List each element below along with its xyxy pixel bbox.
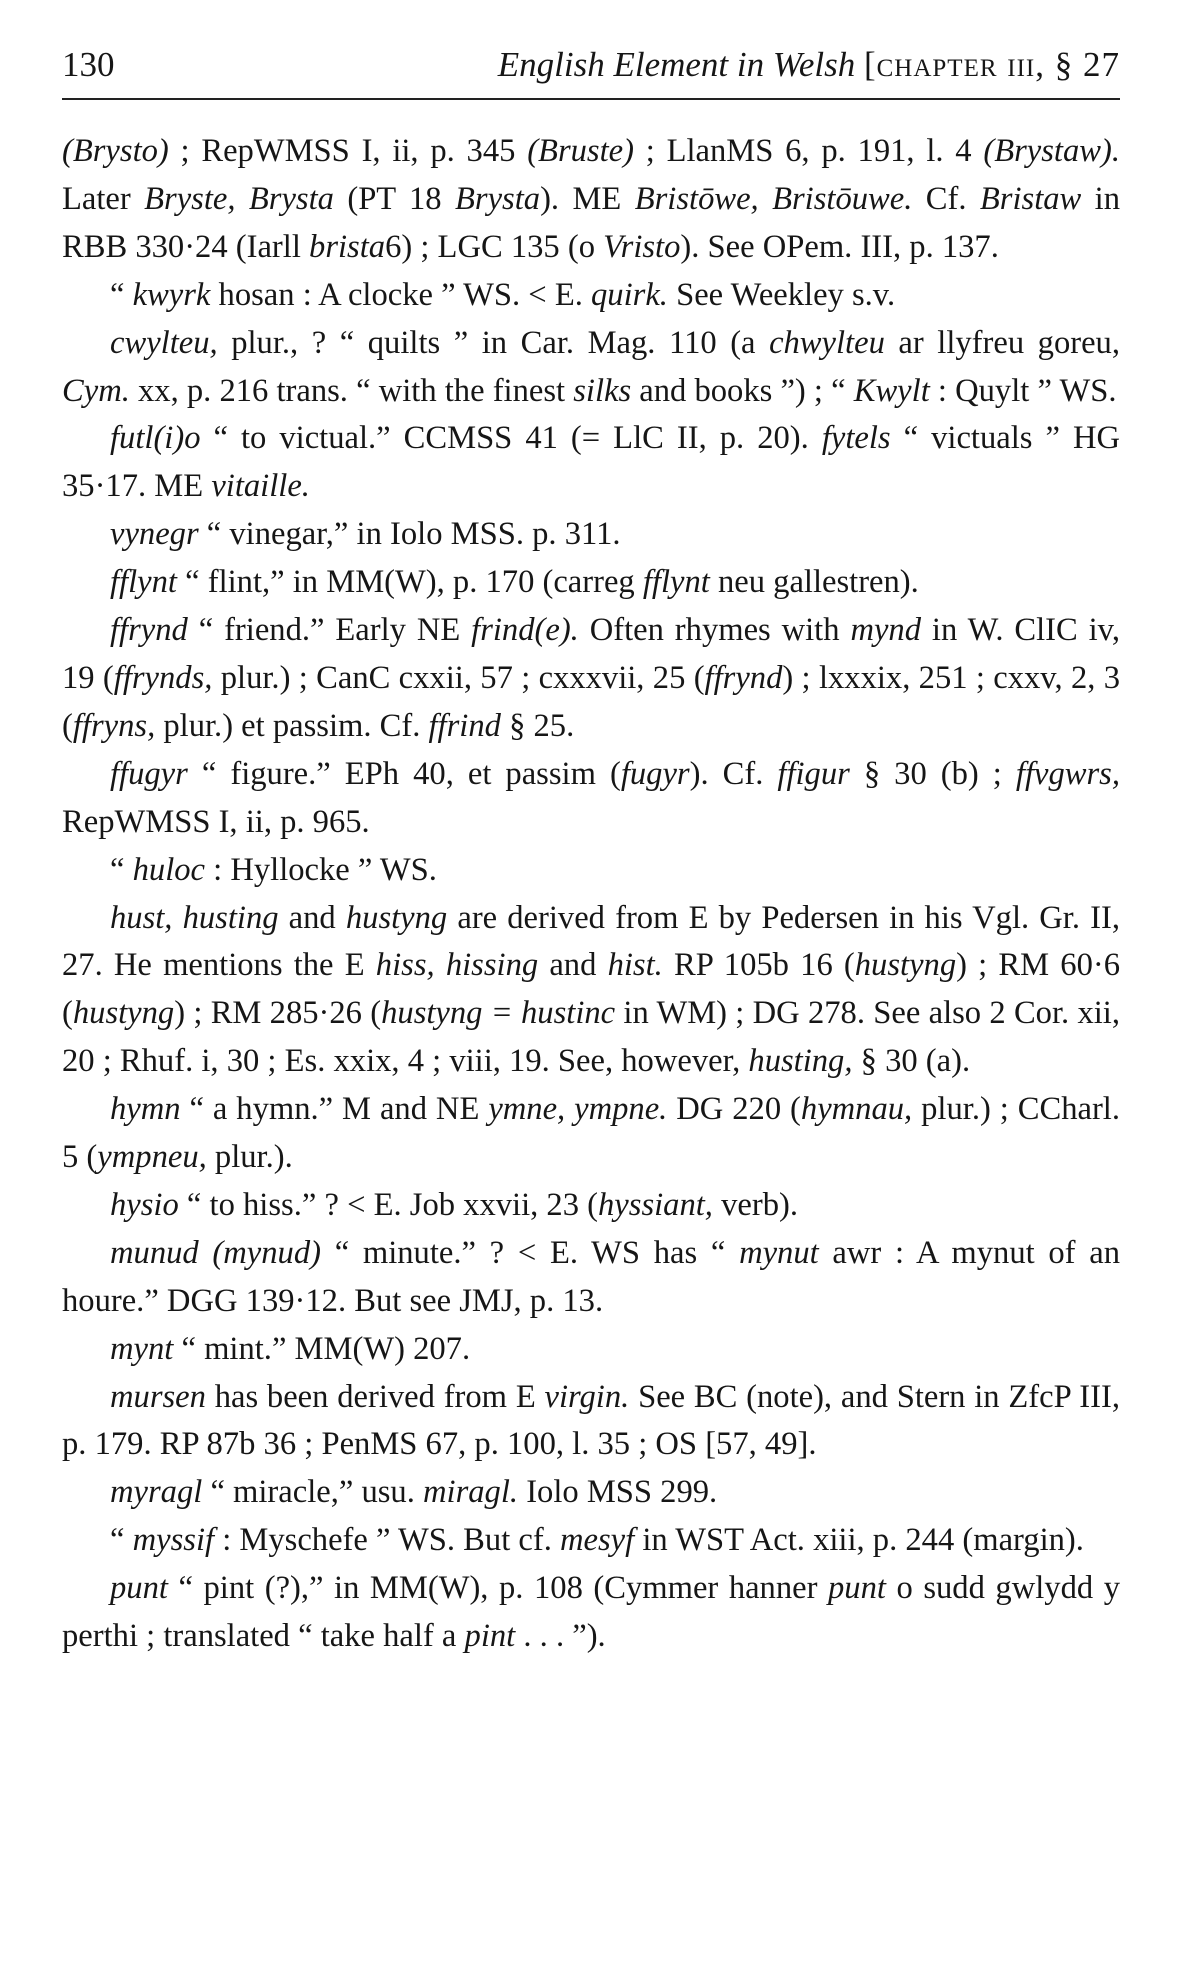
entry-text: “ pint (?),” in MM(W), p. 108 (Cymmer hanner <box>167 1570 829 1607</box>
italic-term: fflynt <box>642 564 710 601</box>
entry-text: . . . ”). <box>515 1618 606 1655</box>
italic-term: Brysta <box>455 180 541 217</box>
italic-term: (Brysto) <box>62 133 169 169</box>
entry-text: ) ; lxxxix, 251 ; cxxv, 2, 3 ( <box>62 659 1120 744</box>
italic-term: mynt <box>110 1330 174 1367</box>
entry-text: 6) ; LGC 135 (o <box>385 228 604 265</box>
entries-body <box>62 128 1120 1661</box>
entry-text: ). See OPem. III, p. 137. <box>680 228 999 265</box>
italic-term: ffvgwrs, <box>1015 755 1120 792</box>
italic-term: ffryns, <box>72 707 156 744</box>
entry-text: ) ; RM 60·6 ( <box>62 947 1120 1032</box>
entry-text: ar llyfreu goreu, <box>884 324 1120 361</box>
entry-paragraph <box>62 1565 1120 1661</box>
entry-text: DG 220 ( <box>667 1091 801 1128</box>
italic-term: hymn <box>110 1091 181 1128</box>
italic-term: munud (mynud) <box>110 1234 321 1271</box>
entry-text: : Hyllocke ” WS. <box>205 851 437 888</box>
italic-term: mursen <box>110 1378 206 1415</box>
italic-term: ffrynd <box>110 612 188 649</box>
entry-text: See Weekley s.v. <box>667 276 896 313</box>
entry-paragraph <box>62 128 1120 272</box>
italic-term: ffrynd <box>704 659 783 696</box>
page-number: 130 <box>62 45 115 84</box>
italic-term: hustyng <box>72 995 175 1032</box>
entry-text: hosan : A clocke ” WS. < E. <box>210 276 592 313</box>
entry-text: in WST Act. xiii, p. 244 (margin). <box>634 1522 1084 1559</box>
entry-text: Cf. <box>912 180 980 217</box>
italic-term: pint <box>464 1618 516 1655</box>
entry-text: “ minute.” ? < E. WS has “ <box>320 1234 740 1271</box>
italic-term: Cym. <box>62 372 130 409</box>
entry-paragraph <box>62 559 1120 607</box>
italic-term: punt <box>828 1570 886 1607</box>
italic-term: vitaille. <box>211 468 310 505</box>
entry-text: plur.) ; CanC cxxii, 57 ; cxxxvii, 25 ( <box>212 659 705 696</box>
entry-text: has been derived from E <box>205 1378 545 1415</box>
italic-term: fytels <box>821 420 891 457</box>
entry-paragraph <box>62 1326 1120 1374</box>
entry-paragraph <box>62 607 1120 751</box>
entry-text: verb). <box>712 1186 798 1223</box>
italic-term: Bristaw <box>979 180 1082 217</box>
entry-text: “ figure.” EPh 40, et passim ( <box>187 755 621 792</box>
italic-term: (Bruste) <box>527 133 634 169</box>
entry-text: ). ME <box>540 180 635 217</box>
entry-paragraph <box>62 1374 1120 1470</box>
entry-text: “ flint,” in MM(W), p. 170 (carreg <box>176 564 643 601</box>
entry-text: are derived from E by Pedersen in his Vgl. Gr. II, 27. He mentions the E <box>62 899 1120 984</box>
entry-text: ; LlanMS 6, p. 191, l. 4 <box>633 133 984 169</box>
entry-paragraph <box>62 272 1120 320</box>
entry-text: neu gallestren). <box>709 564 919 601</box>
entry-paragraph <box>62 1517 1120 1565</box>
entry-text: See BC (note), and Stern in ZfcP III, p. 179. RP 87b 36 ; PenMS 67, p. 100, l. 35 ; OS [57, 49]. <box>62 1378 1120 1463</box>
entry-text: “ <box>110 1522 133 1559</box>
entry-text: awr : A mynut of an houre.” DGG 139·12. But see JMJ, p. 13. <box>62 1234 1120 1319</box>
italic-term: hust, husting <box>110 899 279 936</box>
entry-text: “ to hiss.” ? < E. Job xxvii, 23 ( <box>178 1186 599 1223</box>
entry-text: ). Cf. <box>689 755 778 792</box>
entry-text: § 30 (a). <box>852 1043 971 1080</box>
italic-term: Bryste, Brysta <box>144 180 334 217</box>
entry-text: and <box>538 947 608 984</box>
entry-text: “ friend.” Early NE <box>187 612 472 649</box>
entry-text: “ mint.” MM(W) 207. <box>173 1330 471 1367</box>
running-head <box>62 40 1120 90</box>
italic-term: hiss, hissing <box>375 947 539 984</box>
running-title <box>498 40 1120 90</box>
entry-text: “ to victual.” CCMSS 41 (= LlC II, p. 20). <box>200 420 822 457</box>
entry-text: plur.) ; CCharl. 5 ( <box>62 1091 1120 1176</box>
header-rule <box>62 98 1120 100</box>
entry-paragraph <box>62 1230 1120 1326</box>
entry-text: ) ; RM 285·26 ( <box>174 995 382 1032</box>
italic-term: hist. <box>607 947 663 984</box>
italic-term: (Brystaw). <box>983 133 1120 169</box>
entry-text: § 30 (b) ; <box>849 755 1016 792</box>
entry-paragraph <box>62 1086 1120 1182</box>
entry-text: “ <box>110 276 133 313</box>
italic-term: hustyng <box>854 947 957 984</box>
italic-term: huloc <box>132 851 205 888</box>
entry-paragraph <box>62 1182 1120 1230</box>
entry-text: “ <box>110 851 133 888</box>
entry-text: xx, p. 216 trans. “ with the finest <box>129 372 574 409</box>
entry-paragraph <box>62 511 1120 559</box>
italic-term: husting, <box>748 1043 853 1080</box>
entry-text: and books ”) ; “ <box>631 372 854 409</box>
entry-text: Often rhymes with <box>578 612 851 649</box>
entry-text: and <box>278 899 346 936</box>
italic-term: chwylteu <box>769 324 885 361</box>
italic-term: Kwylt <box>853 372 930 409</box>
italic-term: hysio <box>110 1186 179 1223</box>
italic-term: vynegr <box>110 516 199 553</box>
italic-term: ffrynds, <box>113 659 213 696</box>
entry-text: plur.) et passim. Cf. <box>155 707 429 744</box>
entry-paragraph <box>62 320 1120 416</box>
entry-text: RepWMSS I, ii, p. 965. <box>62 803 370 840</box>
entry-text: plur., ? “ quilts ” in Car. Mag. 110 (a <box>217 324 770 361</box>
italic-term: myssif <box>132 1522 215 1559</box>
entry-paragraph <box>62 415 1120 511</box>
chapter-section: [chapter iii, § 27 <box>863 45 1120 84</box>
italic-term: hymnau, <box>800 1091 913 1128</box>
italic-term: fflynt <box>110 564 177 601</box>
italic-term: frind(e). <box>471 612 579 649</box>
italic-term: hustyng = hustinc <box>381 995 616 1032</box>
italic-term: mesyf <box>559 1522 635 1559</box>
entry-text: in RBB 330·24 (Iarll <box>62 180 1121 265</box>
entry-text: RP 105b 16 ( <box>662 947 855 984</box>
entry-paragraph <box>62 847 1120 895</box>
italic-term: hyssiant, <box>598 1186 713 1223</box>
italic-term: ymne, ympne. <box>488 1091 668 1128</box>
italic-term: mynd <box>850 612 922 649</box>
italic-term: virgin. <box>544 1378 630 1415</box>
italic-term: mynut <box>739 1234 819 1271</box>
entry-text: plur.). <box>206 1139 293 1176</box>
entry-text: in WM) ; DG 278. See also 2 Cor. xii, 20 ; Rhuf. i, 30 ; Es. xxix, 4 ; viii, 19. See, however, <box>62 995 1120 1080</box>
entry-text: “ victuals ” HG 35·17. ME <box>62 420 1120 505</box>
entry-text: “ vinegar,” in Iolo MSS. p. 311. <box>198 516 621 553</box>
italic-term: ffrind <box>428 707 501 744</box>
entry-text: Later <box>62 180 145 217</box>
entry-paragraph <box>62 895 1120 1087</box>
italic-term: fugyr <box>620 755 690 792</box>
entry-paragraph <box>62 751 1120 847</box>
italic-term: ympneu, <box>97 1139 207 1176</box>
entry-text: § 25. <box>500 707 575 744</box>
book-title: English Element in Welsh <box>497 45 856 84</box>
italic-term: brista <box>309 228 386 265</box>
entry-text: o sudd gwlydd y perthi ; translated “ take half a <box>62 1570 1121 1655</box>
italic-term: hustyng <box>345 899 448 936</box>
italic-term: ffigur <box>777 755 850 792</box>
italic-term: Bristōwe, Bristōuwe. <box>634 180 913 217</box>
book-page <box>62 40 1121 1655</box>
entry-text: Iolo MSS 299. <box>518 1474 718 1511</box>
italic-term: ffugyr <box>110 755 188 792</box>
italic-term: quirk. <box>591 276 668 313</box>
italic-term: punt <box>110 1570 168 1607</box>
italic-term: silks <box>573 372 632 409</box>
italic-term: Vristo <box>603 228 681 265</box>
entry-text: (PT 18 <box>333 180 455 217</box>
italic-term: futl(i)o <box>110 420 201 457</box>
italic-term: cwylteu, <box>110 324 218 361</box>
entry-text: : Myschefe ” WS. But cf. <box>214 1522 560 1559</box>
entry-text: “ a hymn.” M and NE <box>180 1091 489 1128</box>
entry-text: ; RepWMSS I, ii, p. 345 <box>168 133 528 169</box>
italic-term: kwyrk <box>132 276 211 313</box>
italic-term: myragl <box>110 1474 203 1511</box>
entry-text: in W. ClIC iv, 19 ( <box>62 612 1120 696</box>
entry-text: “ miracle,” usu. <box>202 1474 424 1511</box>
italic-term: miragl. <box>423 1474 519 1511</box>
entry-text: : Quylt ” WS. <box>929 372 1117 409</box>
entry-paragraph <box>62 1469 1120 1517</box>
